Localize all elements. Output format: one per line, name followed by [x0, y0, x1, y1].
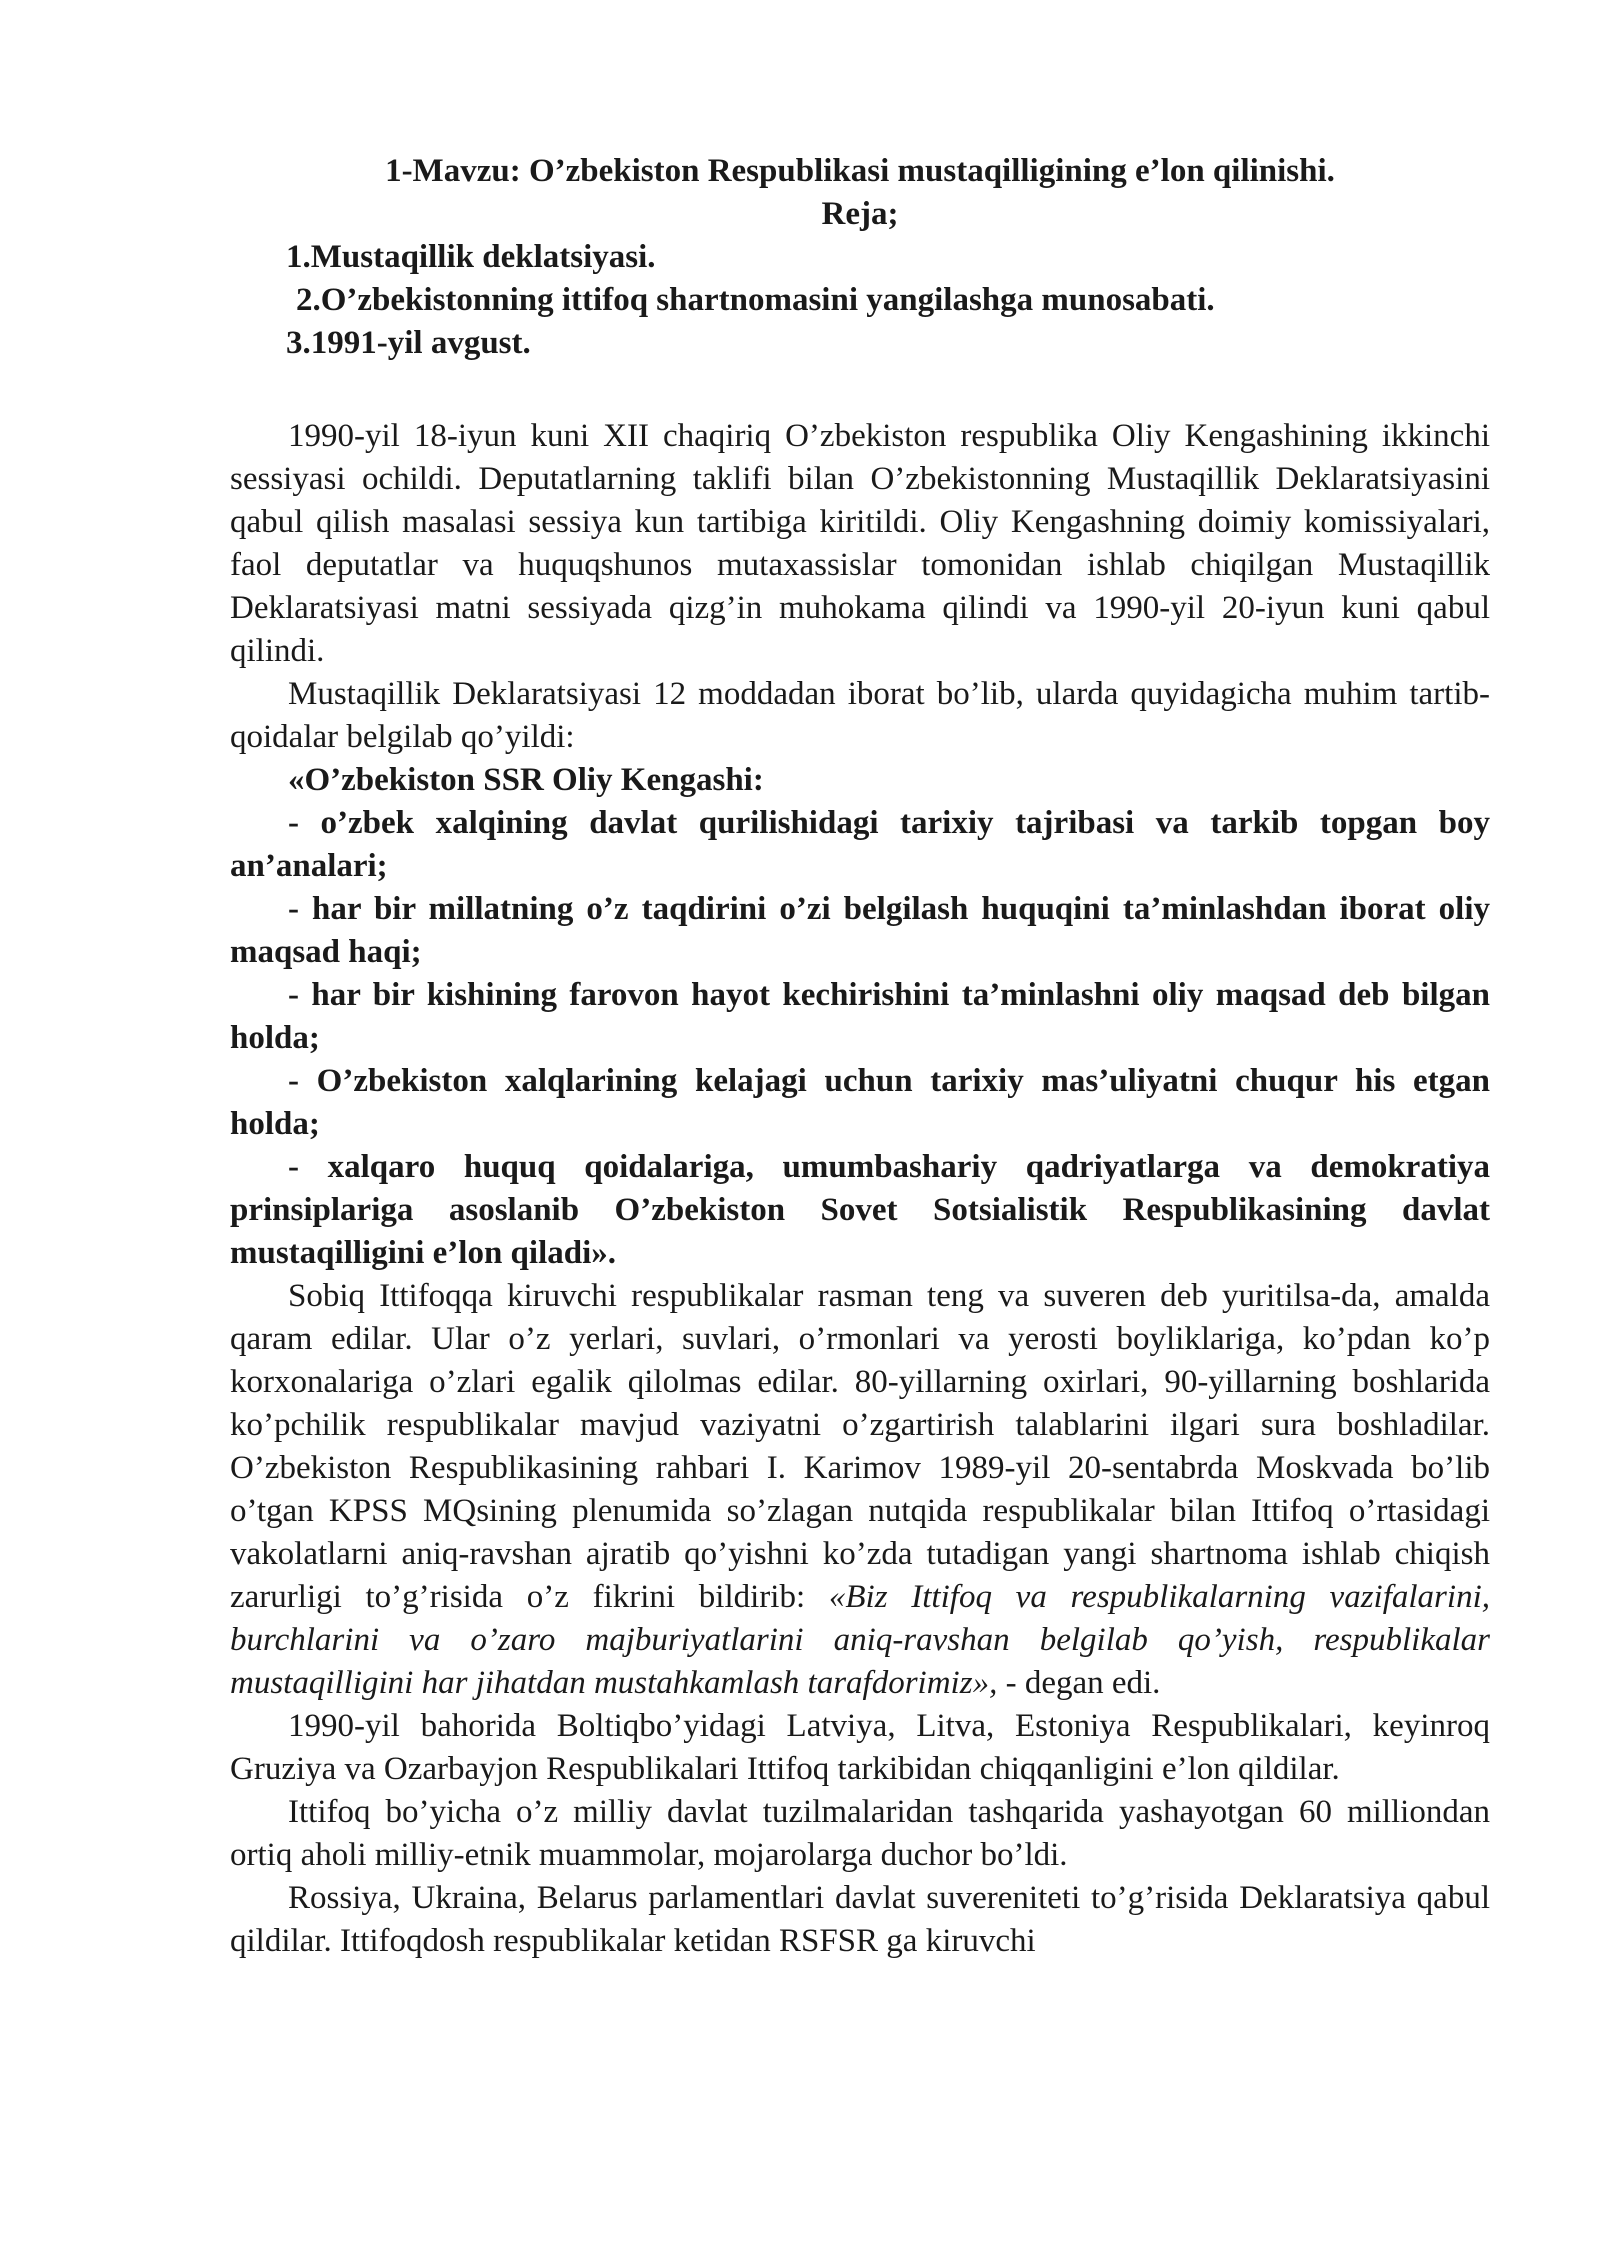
- plan-item: 1.Mustaqillik deklatsiyasi.: [286, 239, 656, 275]
- declaration-quote-item: - har bir kishining farovon hayot kechirishini ta’minlashni oliy maqsad deb bilgan holda;: [230, 977, 1490, 1056]
- declaration-quote-item: - O’zbekiston xalqlarining kelajagi uchun tarixiy mas’uliyatni chuqur his etgan holda;: [230, 1063, 1490, 1142]
- document-body: [230, 415, 1490, 1963]
- document-title: 1-Mavzu: O’zbekiston Respublikasi mustaqilligining e’lon qilinishi.: [385, 153, 1335, 189]
- karimov-quote: «Biz Ittifoq va respublikalarning vazifalarini, burchlarini va o’zaro majburiyatlarini aniq-ravshan belgilab qo’yish, respublikalar mustaqilligini har jihatdan mustahkamlash tarafdorimiz»,: [230, 1579, 1490, 1701]
- declaration-quote-item: - xalqaro huquq qoidalariga, umumbashariy qadriyatlarga va demokratiya prinsiplariga asoslanib O’zbekiston Sovet Sotsialistik Respublikasining davlat mustaqilligini e’lon qiladi».: [230, 1149, 1490, 1271]
- body-paragraph: 1990-yil 18-iyun kuni XII chaqiriq O’zbekiston respublika Oliy Kengashining ikkinchi sessiyasi ochildi. Deputatlarning taklifi bilan O’zbekistonning Mustaqillik Deklaratsiyasini qabul qilish masalasi sessiya kun tartibiga kiritildi. Oliy Kengashning doimiy komissiyalari, faol deputatlar va huquqshunos mutaxassislar tomonidan ishlab chiqilgan Mustaqillik Deklaratsiyasi matni sessiyada qizg’in muhokama qilindi va 1990-yil 20-iyun kuni qabul qilindi.: [230, 418, 1490, 669]
- plan-item: 2.O’zbekistonning ittifoq shartnomasini yangilashga munosabati.: [296, 282, 1215, 318]
- declaration-quote-intro: «O’zbekiston SSR Oliy Kengashi:: [288, 762, 764, 798]
- paragraph-text: - degan edi.: [997, 1665, 1161, 1701]
- body-paragraph: Mustaqillik Deklaratsiyasi 12 moddadan iborat bo’lib, ularda quyidagicha muhim tartib-qoidalar belgilab qo’yildi:: [230, 676, 1490, 755]
- body-paragraph: 1990-yil bahorida Boltiqbo’yidagi Latviya, Litva, Estoniya Respublikalari, keyinroq Gruziya va Ozarbayjon Respublikalari Ittifoq tarkibidan chiqqanligini e’lon qildilar.: [230, 1708, 1490, 1787]
- body-paragraph: Ittifoq bo’yicha o’z milliy davlat tuzilmalaridan tashqarida yashayotgan 60 milliondan ortiq aholi milliy-etnik muammolar, mojarolarga duchor bo’ldi.: [230, 1794, 1490, 1873]
- body-paragraph: [230, 1275, 1490, 1705]
- declaration-quote-item: - har bir millatning o’z taqdirini o’zi belgilash huquqini ta’minlashdan iborat oliy maqsad haqi;: [230, 891, 1490, 970]
- body-paragraph: Rossiya, Ukraina, Belarus parlamentlari davlat suvereniteti to’g’risida Deklaratsiya qabul qildilar. Ittifoqdosh respublikalar ketidan RSFSR ga kiruvchi: [230, 1880, 1490, 1959]
- plan-heading: Reja;: [821, 196, 899, 232]
- paragraph-text: Sobiq Ittifoqqa kiruvchi respublikalar rasman teng va suveren deb yuritilsa-da, amalda qaram edilar. Ular o’z yerlari, suvlari, o’rmonlari va yerosti boyliklariga, ko’pdan ko’p korxonalariga o’zlari egalik qilolmas edilar. 80-yillarning oxirlari, 90-yillarning boshlarida ko’pchilik respublikalar mavjud vaziyatni o’zgartirish talablarini ilgari sura boshladilar. O’zbekiston Respublikasining rahbari I. Karimov 1989-yil 20-sentabrda Moskvada bo’lib o’tgan KPSS MQsining plenumida so’zlagan nutqida respublikalar bilan Ittifoq o’rtasidagi vakolatlarni aniq-ravshan ajratib qo’yishni ko’zda tutadigan yangi shartnoma ishlab chiqish zarurligi to’g’risida o’z fikrini bildirib:: [230, 1278, 1490, 1615]
- plan-item: 3.1991-yil avgust.: [286, 325, 531, 361]
- title-block: [230, 150, 1490, 365]
- declaration-quote-item: - o’zbek xalqining davlat qurilishidagi tarixiy tajribasi va tarkib topgan boy an’analari;: [230, 805, 1490, 884]
